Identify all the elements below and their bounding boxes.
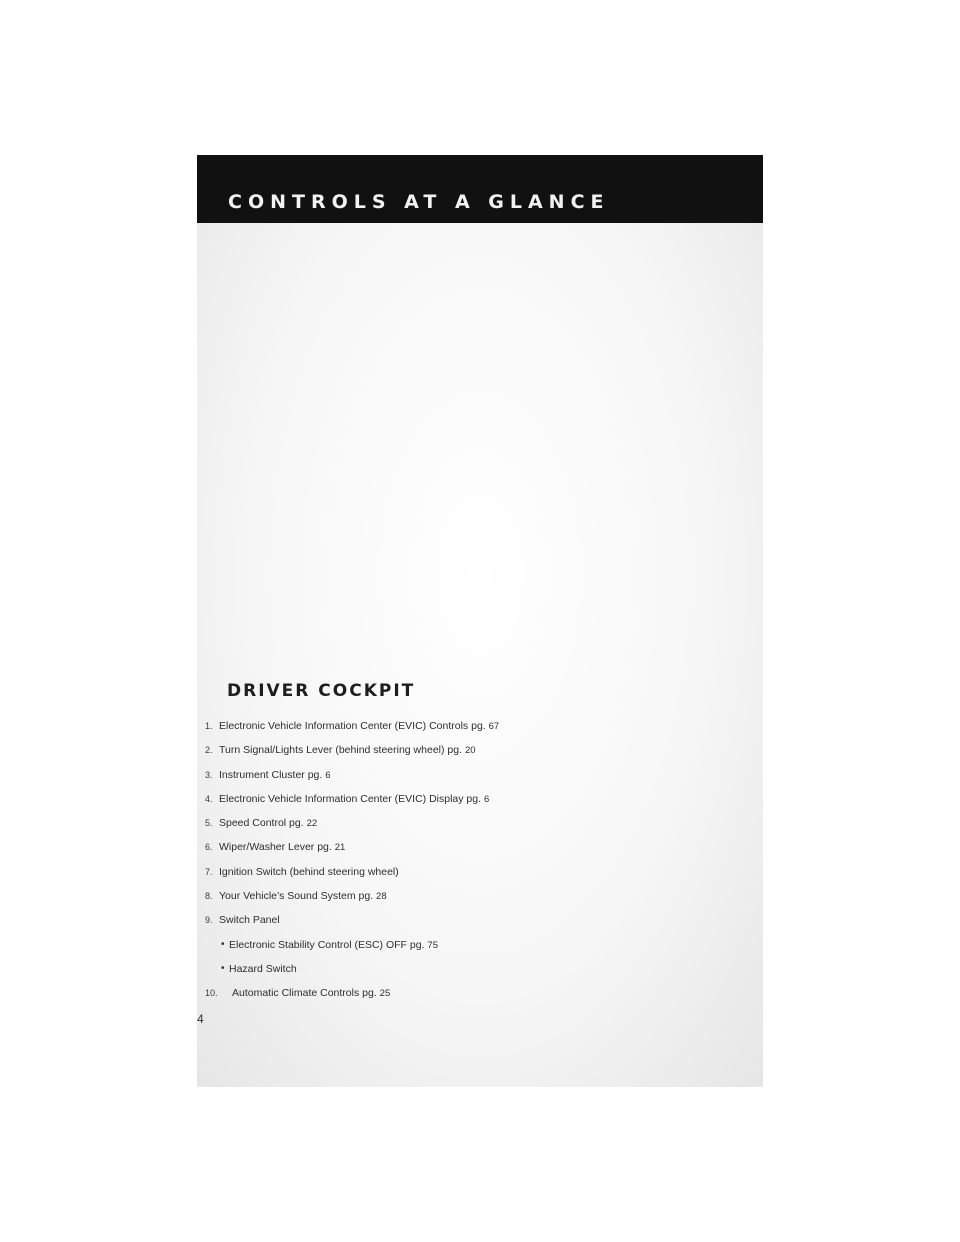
item-text: Electronic Vehicle Information Center (EVIC) Display pg. [219, 792, 482, 805]
item-text: Switch Panel [219, 914, 280, 927]
item-number: 8. [205, 891, 213, 902]
item-text: Electronic Vehicle Information Center (EVIC) Controls pg. [219, 720, 486, 732]
item-number: 9. [205, 915, 213, 926]
page-ref: 20 [464, 745, 476, 757]
list-item [197, 714, 763, 738]
page-ref: 25 [379, 988, 391, 1000]
page-title: CONTROLS AT A GLANCE [228, 191, 610, 213]
item-number: 3. [205, 769, 213, 780]
page-ref: 67 [488, 721, 500, 732]
list-item [197, 860, 763, 884]
list-item [197, 835, 763, 859]
list-item [197, 981, 763, 1005]
item-number: 5. [205, 818, 213, 829]
page-ref: 6 [325, 769, 331, 781]
page-ref: 28 [376, 891, 387, 903]
list-item [197, 738, 763, 762]
header-bar [197, 155, 763, 223]
bullet-icon: • [221, 962, 225, 974]
item-text: Wiper/Washer Lever pg. [219, 841, 332, 854]
item-text: Speed Control pg. [219, 817, 304, 830]
item-text: Turn Signal/Lights Lever (behind steering wheel) pg. [219, 744, 463, 757]
page-number: 4 [197, 1012, 204, 1026]
sub-list-item [197, 933, 763, 957]
page-ref: 75 [427, 939, 438, 951]
page-ref: 21 [334, 842, 346, 854]
item-number: 1. [205, 721, 213, 731]
list-item [197, 763, 763, 787]
list-item [197, 884, 763, 908]
bullet-icon: • [221, 938, 225, 950]
item-text: Instrument Cluster pg. [219, 768, 323, 781]
item-text: Electronic Stability Control (ESC) OFF pg. [229, 938, 425, 951]
section-title: DRIVER COCKPIT [227, 681, 416, 701]
item-number: 10. [205, 988, 218, 999]
list-item [197, 908, 763, 932]
item-text: Automatic Climate Controls pg. [232, 987, 377, 1000]
item-text: Your Vehicle’s Sound System pg. [219, 890, 374, 903]
list-item [197, 811, 763, 835]
item-number: 2. [205, 745, 213, 756]
item-text: Ignition Switch (behind steering wheel) [219, 865, 399, 878]
item-number: 6. [205, 842, 213, 853]
manual-page [197, 155, 763, 1087]
controls-list [197, 714, 763, 1006]
list-item [197, 787, 763, 811]
page-ref: 6 [483, 793, 490, 805]
item-text: Hazard Switch [229, 962, 297, 975]
sub-list-item [197, 957, 763, 981]
page-ref: 22 [306, 818, 318, 830]
item-number: 4. [205, 793, 213, 804]
item-number: 7. [205, 866, 213, 877]
